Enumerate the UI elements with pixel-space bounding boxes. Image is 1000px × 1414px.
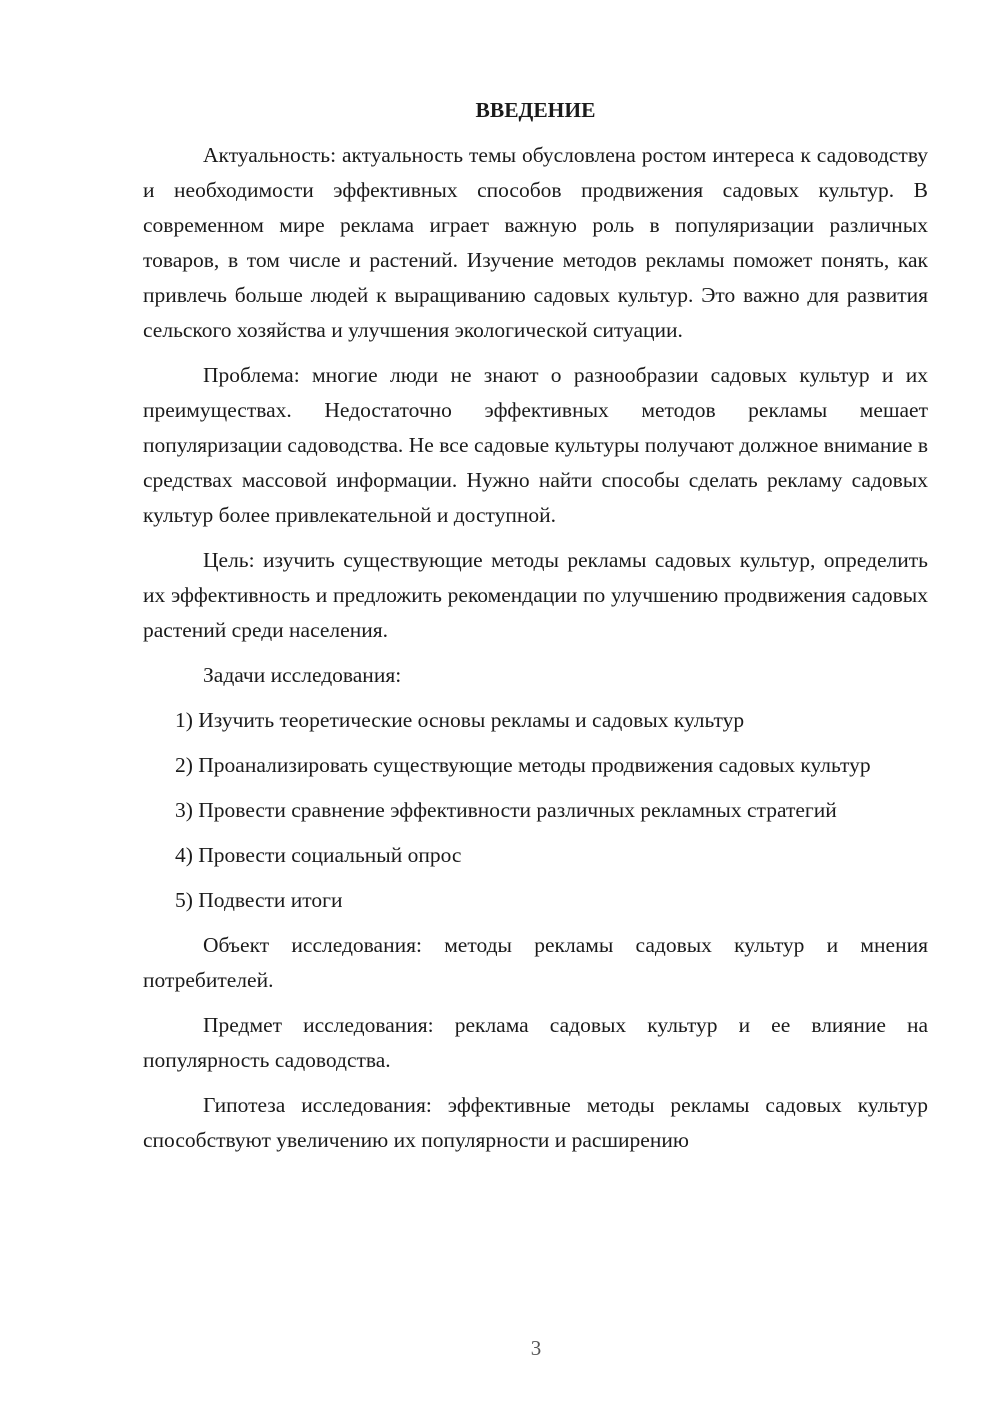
subject-paragraph: Предмет исследования: реклама садовых культур и ее влияние на популярность садоводства. <box>143 1013 928 1072</box>
hypothesis-paragraph: Гипотеза исследования: эффективные методы рекламы садовых культур способствуют увеличению их популярности и расширению <box>143 1093 928 1152</box>
page-title: ВВЕДЕНИЕ <box>475 98 596 122</box>
relevance-paragraph: Актуальность: актуальность темы обусловлена ростом интереса к садоводству и необходимости эффективных способов продвижения садовых культур. В современном мире реклама играет важную роль в популяризации различных товаров, в том числе и растений. Изучение методов рекламы поможет понять, как привлечь больше людей к выращиванию садовых культур. Это важно для развития сельского хозяйства и улучшения экологической ситуации. <box>143 143 928 342</box>
tasks-heading: Задачи исследования: <box>203 663 402 687</box>
goal-paragraph: Цель: изучить существующие методы рекламы садовых культур, определить их эффективность и предложить рекомендации по улучшению продвижения садовых растений среди населения. <box>143 548 928 642</box>
problem-paragraph: Проблема: многие люди не знают о разнообразии садовых культур и их преимуществах. Недостаточно эффективных методов рекламы мешает популяризации садоводства. Не все садовые культуры получают должное внимание в средствах массовой информации. Нужно найти способы сделать рекламу садовых культур более привлекательной и доступной. <box>143 363 928 527</box>
task-item: 3) Провести сравнение эффективности различных рекламных стратегий <box>175 798 837 822</box>
page-number: 3 <box>530 1336 542 1360</box>
object-paragraph: Объект исследования: методы рекламы садовых культур и мнения потребителей. <box>143 933 928 992</box>
document-page <box>143 92 928 1168</box>
task-item: 1) Изучить теоретические основы рекламы и садовых культур <box>175 708 745 732</box>
task-item: 4) Провести социальный опрос <box>175 843 462 867</box>
task-item: 5) Подвести итоги <box>175 888 343 912</box>
task-item: 2) Проанализировать существующие методы продвижения садовых культур <box>175 753 871 777</box>
